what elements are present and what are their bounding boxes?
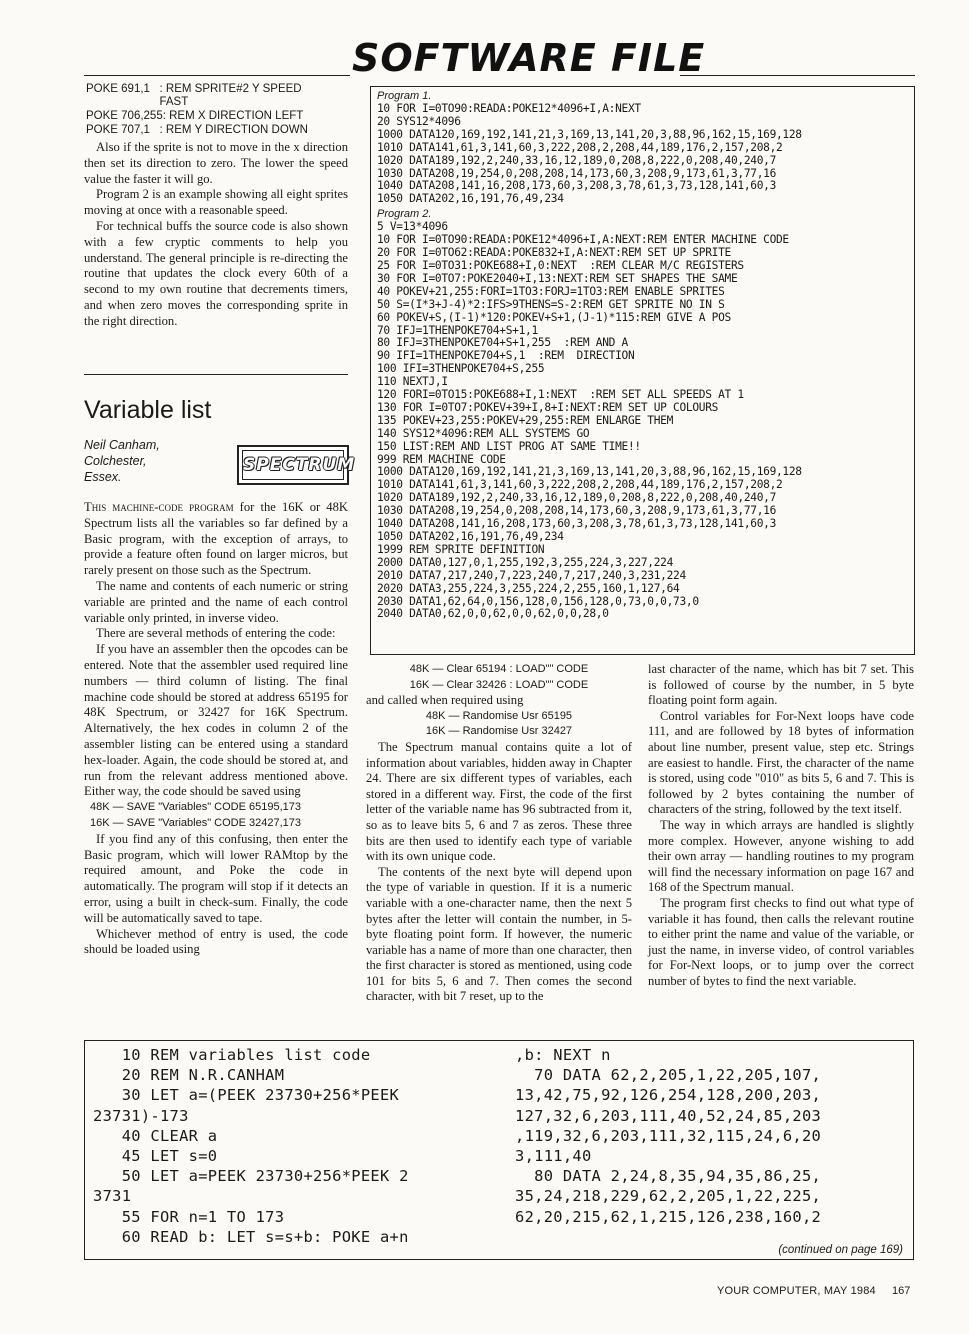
listing-left [93,1045,488,1247]
lead-caps: This machine-code program [84,500,234,514]
poke-line: POKE 706,255: REM X DIRECTION LEFT [86,110,304,122]
lead-paragraph [84,500,348,579]
code-line: 150 LIST:REM AND LIST PROG AT SAME TIME!! [377,439,641,453]
section-divider [84,374,348,375]
program1-label: Program 1. [377,90,432,102]
intro-text [84,140,348,330]
save-line: 16K — SAVE "Variables" CODE 32427,173 [90,816,302,829]
poke-line: POKE 707,1 : REM Y DIRECTION DOWN [86,124,308,136]
code-line: 1040 DATA208,141,16,208,173,60,3,208,3,78,61,3,73,128,141,60,3 [377,179,776,193]
code-line: 70 IFJ=1THENPOKE704+S+1,1 [377,323,538,337]
paragraph: The contents of the next byte will depend upon the type of variable in question. If it is a numeric variable with a one-character name, then the next 5 bytes after the letter will contain the number, in 5-byte floating point form. If however, the numeric variable has a name of more than one character, then the first character is stored as mentioned, using code 101 for bits 5, 6 and 7. Then comes the second character, with bit 7 reset, up to the [366,864,632,1004]
basic-listing-box [84,1040,914,1260]
paragraph: For technical buffs the source code is also shown with a few cryptic comments to help you understand. The general principle is re-directing the routine that updates the clock every 60th of a second to my own routine that decrements timers, and when zero moves the corresponding sprite in the right direction. [84,218,348,328]
author-county: Essex. [84,470,122,484]
badge-label: SPECTRUM [242,450,344,480]
code-line: 50 LET a=PEEK 23730+256*PEEK 2 [93,1167,409,1186]
code-line: 55 FOR n=1 TO 173 [93,1207,285,1226]
code-line: 2040 DATA0,62,0,0,62,0,0,62,0,0,28,0 [377,607,609,621]
paragraph: Whichever method of entry is used, the code should be loaded using [84,926,348,957]
spectrum-badge [237,445,356,485]
code-line: 1050 DATA202,16,191,76,49,234 [377,192,564,206]
code-line: 1020 DATA189,192,2,240,33,16,12,189,0,208,8,222,0,208,40,240,7 [377,491,776,505]
code-line: 130 FOR I=0TO7:POKEV+39+I,8+I:NEXT:REM SET UP COLOURS [377,400,719,414]
code-line: 30 LET a=(PEEK 23730+256*PEEK [93,1086,400,1105]
footer-magazine: YOUR COMPUTER, MAY 1984 [717,1285,876,1297]
code-line: 1030 DATA208,19,254,0,208,208,14,173,60,3,208,9,173,61,3,77,16 [377,504,776,518]
lead-rest: for the 16K or 48K Spectrum lists all the variables so far defined by a Basic program, with the exception of arrays, to provide a feature often found on larger micros, but rarely present on those such as the Spectrum. [84,500,348,578]
code-line: 3731 [93,1187,132,1206]
randomise-line: 48K — Randomise Usr 65195 [425,709,573,722]
code-line: 70 DATA 62,2,205,1,22,205,107, [515,1066,822,1085]
paragraph: There are several methods of entering the code: [96,626,336,641]
article-title: Variable list [84,396,212,424]
code-line: 127,32,6,203,111,40,52,24,85,203 [515,1106,822,1125]
load-line: 48K — Clear 65194 : LOAD"" CODE [409,663,589,675]
author-byline [84,437,160,485]
code-line: 10 FOR I=0TO90:READA:POKE12*4096+I,A:NEXT:REM ENTER MACHINE CODE [377,233,789,247]
paragraph: The program first checks to find out what type of variable it has found, then calls the relevant routine to either print the name and value of the variable, or just the name, in inverse video, of control variables for For-Next loops, or to jump over the correct number of bytes to find the next variable. [648,895,914,988]
program2-listing [377,221,802,621]
code-line: 60 READ b: LET s=s+b: POKE a+n [93,1227,409,1246]
paragraph: If you have an assembler then the opcodes can be entered. Note that the assembler used required line numbers — third column of listing. The final machine code should be stored at address 65195 for 48K Spectrum, or 32427 for 16K Spectrum. Alternatively, the hex codes in column 2 of the assembler listing can be entered using a standard hex-loader. Again, the code should be stored at, and run from the relevant address mentioned above. Either way, the code should be saved using [84,642,348,799]
author-name: Neil Canham, [84,438,160,452]
code-line: 20 FOR I=0TO62:READA:POKE832+I,A:NEXT:REM SET UP SPRITE [377,246,731,260]
code-line: 80 DATA 2,24,8,35,94,35,86,25, [515,1167,822,1186]
paragraph: If you find any of this confusing, then enter the Basic program, which will lower RAMtop by the required amount, and Poke the code in automatically. The program will stop if it detects an error, using a built in check-sum. Finally, the code will be automatically saved to tape. [84,831,348,925]
code-line: 50 S=(I*3+J-4)*2:IFS>9THENS=S-2:REM GET SPRITE NO IN S [377,297,725,311]
code-line: 1000 DATA120,169,192,141,21,3,169,13,141,20,3,88,96,162,15,169,128 [377,465,802,479]
code-line: 1999 REM SPRITE DEFINITION [377,542,545,556]
code-line: 1040 DATA208,141,16,208,173,60,3,208,3,78,61,3,73,128,141,60,3 [377,517,776,531]
code-line: 135 POKEV+23,255:POKEV+29,255:REM ENLARGE THEM [377,413,674,427]
code-line: 60 POKEV+S,(I-1)*120:POKEV+S+1,(J-1)*115:REM GIVE A POS [377,310,731,324]
save-line: 48K — SAVE "Variables" CODE 65195,173 [90,801,302,814]
paragraph: Control variables for For-Next loops have code 111, and are followed by 18 bytes of information about line number, present value, step etc. Strings are easiest to handle. First, the character of the name is stored, using code "010" as bits 5, 6 and 7. This is followed by 2 bytes containing the number of characters of the string, followed by the text itself. [648,708,914,817]
call-text: and called when required using [366,693,524,708]
code-line: 62,20,215,62,1,215,126,238,160,2 [515,1207,822,1226]
header-rule-right [680,75,915,76]
listing-right [515,1045,905,1227]
code-line: 90 IFI=1THENPOKE704+S,1 :REM DIRECTION [377,349,635,363]
code-line: 40 POKEV+21,255:FORI=1TO3:FORJ=1TO3:REM ENABLE SPRITES [377,284,725,298]
poke-line: POKE 691,1 : REM SPRITE#2 Y SPEED [86,83,302,95]
header-rule-left [84,75,350,76]
code-line: 30 FOR I=0TO7:POKE2040+I,13:NEXT:REM SET SHAPES THE SAME [377,271,738,285]
program-box [370,86,915,655]
section-title: SOFTWARE FILE [352,36,706,80]
code-line: 23731)-173 [93,1106,189,1125]
article-middle-column [366,662,632,1005]
code-line: 40 CLEAR a [93,1126,218,1145]
code-line: 1020 DATA189,192,2,240,33,16,12,189,0,208,8,222,0,208,40,240,7 [377,153,776,167]
code-line: 1010 DATA141,61,3,141,60,3,222,208,2,208,44,189,176,2,157,208,2 [377,478,783,492]
code-line: 2000 DATA0,127,0,1,255,192,3,255,224,3,227,224 [377,555,674,569]
paragraph: Program 2 is an example showing all eight sprites moving at once with a reasonable speed. [84,187,348,218]
paragraph: last character of the name, which has bit 7 set. This is followed of course by the number, in 5 byte floating point form again. [648,662,914,708]
code-line: 140 SYS12*4096:REM ALL SYSTEMS GO [377,426,590,440]
code-line: 1010 DATA141,61,3,141,60,3,222,208,2,208,44,189,176,2,157,208,2 [377,140,783,154]
code-line: 45 LET s=0 [93,1147,218,1166]
code-line: 20 REM N.R.CANHAM [93,1066,285,1085]
code-line: 100 IFI=3THENPOKE704+S,255 [377,362,545,376]
code-line: ,119,32,6,203,111,32,115,24,6,20 [515,1126,822,1145]
paragraph: The Spectrum manual contains quite a lot of information about variables, hidden away in Chapter 24. There are six different types of variables, each stored in a different way. First, the code of the first letter of the variable name has 96 subtracted from it, so as to leave bits 5, 6 and 7 as zeros. These three bits are then used to identify each type of variable with its own unique code. [366,739,632,864]
code-line: 10 REM variables list code [93,1046,371,1064]
page-number: 167 [892,1285,911,1297]
code-line: 2020 DATA3,255,224,3,255,224,2,255,160,1,127,64 [377,581,680,595]
code-line: 2030 DATA1,62,64,0,156,128,0,156,128,0,73,0,0,73,0 [377,594,699,608]
paragraph: Also if the sprite is not to move in the x direction then set its direction to zero. The lower the speed value the faster it will go. [84,140,348,186]
program1-listing [377,103,802,206]
paragraph: The name and contents of each numeric or string variable are printed and the name of each control variable only printed, in inverse video. [84,578,348,625]
code-line: 1050 DATA202,16,191,76,49,234 [377,530,564,543]
randomise-line: 16K — Randomise Usr 32427 [425,725,573,738]
code-line: 120 FORI=0TO15:POKE688+I,1:NEXT :REM SET ALL SPEEDS AT 1 [377,388,744,402]
code-line: 1000 DATA120,169,192,141,21,3,169,13,141,20,3,88,96,162,15,169,128 [377,127,802,141]
code-line: 2010 DATA7,217,240,7,223,240,7,217,240,3,231,224 [377,568,686,582]
code-line: 35,24,218,229,62,2,205,1,22,225, [515,1187,822,1206]
code-line: 999 REM MACHINE CODE [377,452,506,466]
code-line: 20 SYS12*4096 [377,114,461,128]
load-line: 16K — Clear 32426 : LOAD"" CODE [409,678,589,691]
continued-note: (continued on page 169) [778,1244,903,1256]
code-line: ,b: NEXT n [515,1046,611,1064]
article-left-column [84,500,348,958]
article-right-column [648,662,914,989]
code-line: 3,111,40 [515,1147,592,1166]
program2-label: Program 2. [377,208,432,221]
code-line: 25 FOR I=0TO31:POKE688+I,0:NEXT :REM CLEAR M/C REGISTERS [377,258,744,272]
code-line: 5 V=13*4096 [377,220,448,234]
code-line: 13,42,75,92,126,254,128,200,203, [515,1086,822,1105]
code-line: 10 FOR I=0TO90:READA:POKE12*4096+I,A:NEXT [377,102,641,115]
code-line: 1030 DATA208,19,254,0,208,208,14,173,60,3,208,9,173,61,3,77,16 [377,166,776,180]
poke-line: FAST [86,96,189,108]
paragraph: The way in which arrays are handled is slightly more complex. However, anyone wishing to add their own array — handling routines to my program will find the necessary information on page 167 and 168 of the Spectrum manual. [648,817,914,895]
code-line: 110 NEXTJ,I [377,375,448,389]
code-line: 80 IFJ=3THENPOKE704+S+1,255 :REM AND A [377,336,628,350]
author-town: Colchester, [84,454,147,468]
